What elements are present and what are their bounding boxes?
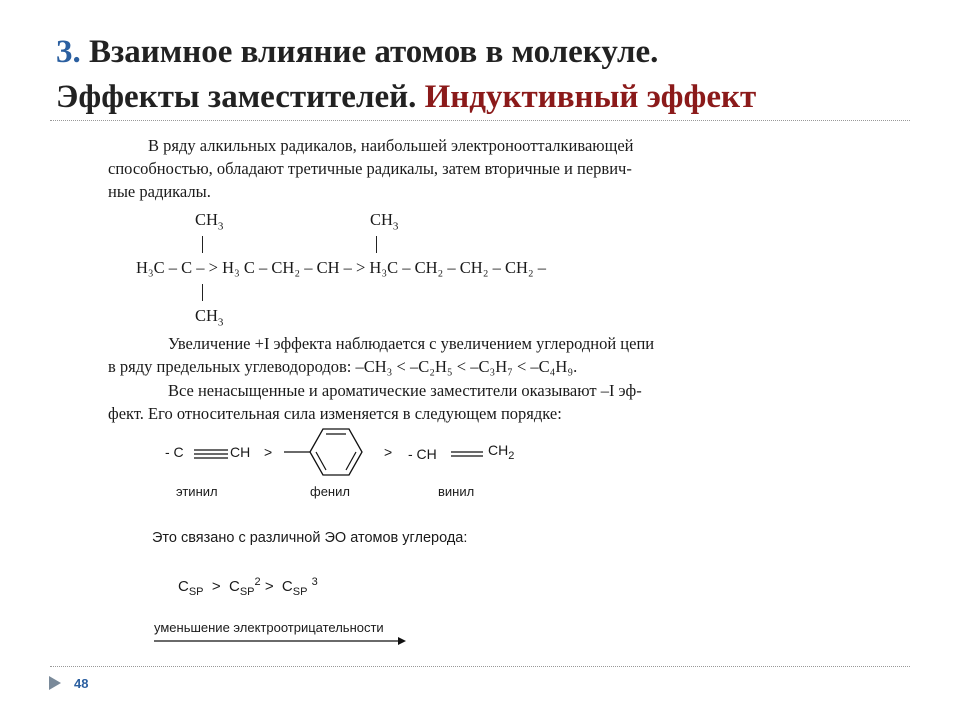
- ethynyl-left: - C: [165, 444, 184, 460]
- phenyl-ring-icon: [284, 424, 380, 488]
- arrow-right-icon: [154, 636, 406, 646]
- bond-bottom: [202, 284, 203, 301]
- ethynyl-right: CH: [230, 444, 251, 460]
- title-part-2: Эффекты заместителей.: [56, 79, 417, 115]
- title-accent: Индуктивный эффект: [424, 79, 757, 115]
- ch3-top-right: $CH_3$: [370, 210, 399, 233]
- paragraph-2-line-1: Увеличение +I эффекта наблюдается с увеличением углеродной цепи: [168, 334, 655, 353]
- title-line-2: [56, 75, 936, 120]
- paragraph-1-line-2: способностью, обладают третичные радикалы, затем вторичные и первич-: [108, 159, 632, 178]
- vinyl-left: - CH: [408, 446, 437, 462]
- bullet-triangle-icon: [48, 675, 62, 691]
- label-ethynyl: этинил: [176, 484, 218, 499]
- title-part-1: Взаимное влияние атомов в молекуле.: [89, 34, 659, 70]
- title-divider: [50, 120, 910, 121]
- paragraph-1-line-3: ные радикалы.: [108, 182, 211, 201]
- eo-order: $C_{SP} > C_{SP}^2 > C_{SP}$ $^3$: [178, 576, 318, 598]
- bond-top-left: [202, 236, 203, 253]
- gt-sign-1: >: [264, 444, 273, 460]
- double-bond-icon: [451, 450, 483, 458]
- label-phenyl: фенил: [310, 484, 350, 499]
- paragraph-1-line-1: В ряду алкильных радикалов, наибольшей электроноотталкивающей: [148, 136, 634, 155]
- title-number: 3.: [56, 34, 81, 70]
- bond-top-right: [376, 236, 377, 253]
- triple-bond-icon: [194, 448, 228, 460]
- label-vinyl: винил: [438, 484, 475, 499]
- paragraph-3-line-2: фект. Его относительная сила изменяется в следующем порядке:: [108, 404, 562, 423]
- ch3-top-left: $CH_3$: [195, 210, 224, 233]
- footer-divider: [50, 666, 910, 667]
- paragraph-4: Это связано с различной ЭО атомов углерода:: [152, 530, 468, 546]
- ch3-bottom: $CH_3$: [195, 306, 224, 329]
- paragraph-3-line-1: Все ненасыщенные и ароматические заместители оказывают –I эф-: [168, 381, 642, 400]
- paragraph-2-line-2: в ряду предельных углеводородов: –CH₃ < –C₂H₅ < –C₃H₇ < –C₄H₉.: [108, 357, 578, 376]
- gt-sign-2: >: [384, 444, 393, 460]
- vinyl-right: $CH_2$: [488, 442, 515, 462]
- title-line-1: [56, 30, 936, 75]
- arrow-label: уменьшение электроотрицательности: [154, 620, 384, 635]
- slide-title: [56, 30, 936, 120]
- page-number: 48: [74, 676, 89, 691]
- alkyl-chain-row: H₃C – C – > H₃ C – CH₂ – CH – > H₃C – CH₂ – CH₂ – CH₂ –: [136, 258, 547, 277]
